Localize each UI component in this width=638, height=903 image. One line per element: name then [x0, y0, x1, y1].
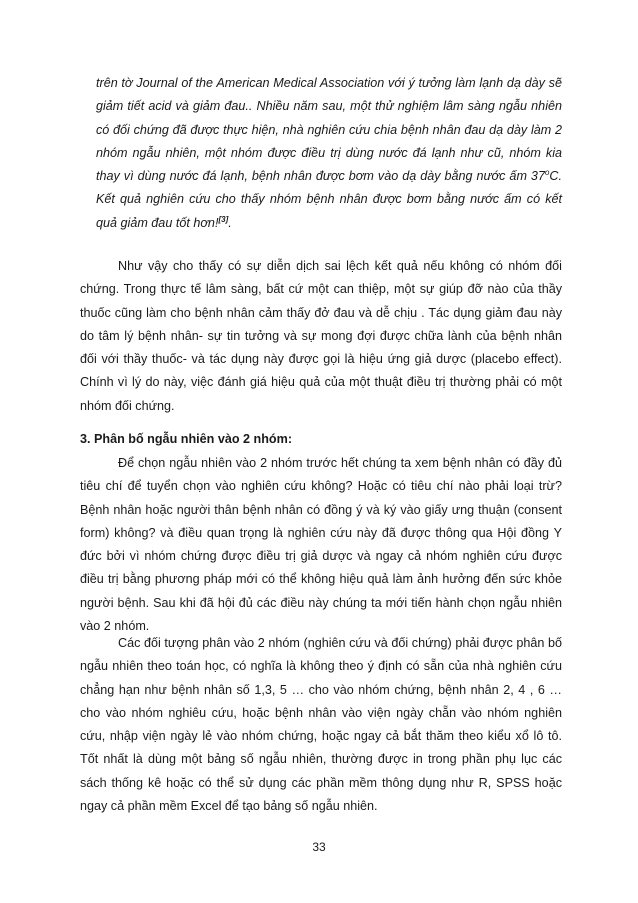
quote-end-punct: . [228, 215, 232, 230]
paragraph-randomization-criteria: Để chọn ngẫu nhiên vào 2 nhóm trước hết chúng ta xem bệnh nhân có đầy đủ tiêu chí để tuyển chọn vào nghiên cứu không? Hoặc có tiêu chí nào phải loại trừ? Bệnh nhân hoặc người thân bệnh nhân có đồng ý và ký vào giấy ưng thuận (consent form) không? và điều quan trọng là nghiên cứu này đã được thông qua Hội đồng Y đức bởi vì nhóm chứng được điều trị giả dược và ngay cả nhóm nghiên cứu được điều trị bằng phương pháp mới có thể không hiệu quả làm ảnh hưởng đến sức khỏe người bệnh. Sau khi đã hội đủ các điều này chúng ta mới tiến hành chọn ngẫu nhiên vào 2 nhóm. [80, 456, 562, 634]
quote-text-part1: trên tờ Journal of the American Medical Association với ý tưởng làm lạnh dạ dày sẽ giảm tiết acid và giảm đau.. Nhiều năm sau, một thử nghiệm lâm sàng ngẫu nhiên có đối chứng đã được thực hiện, nhà nghiên cứu chia bệnh nhân đau dạ dày làm 2 nhóm ngẫu nhiên, một nhóm được điều trị dùng nước đá lạnh như cũ, nhóm kia thay vì dùng nước đá lạnh, bệnh nhân được bơm vào dạ dày bằng nước ấm 37 [96, 76, 562, 184]
paragraph-random-allocation: Các đối tượng phân vào 2 nhóm (nghiên cứu và đối chứng) phải được phân bố ngẫu nhiên theo toán học, có nghĩa là không theo ý định có sẵn của nhà nghiên cứu chẳng hạn như bệnh nhân số 1,3, 5 … cho vào nhóm chứng, bệnh nhân 2, 4 , 6 … cho vào nhóm nghiêu cứu, hoặc bệnh nhân vào viện ngày chẵn vào nhóm nghiên cứu, nhập viện ngày lẻ vào nhóm chứng, hoặc ngay cả bắt thăm theo kiểu xổ lô tô. Tốt nhất là dùng một bảng số ngẫu nhiên, thường được in trong phần phụ lục các sách thống kê hoặc có thể sử dụng các phần mềm thông dụng như R, SPSS hoặc ngay cả phần mềm Excel để tạo bảng số ngẫu nhiên. [80, 636, 562, 814]
degree-superscript: o [544, 168, 550, 178]
page-number: 33 [312, 840, 326, 854]
reference-citation: [3] [218, 214, 229, 224]
section-heading: 3. Phân bố ngẫu nhiên vào 2 nhóm: [80, 432, 293, 446]
quoted-paragraph [96, 72, 562, 235]
paragraph-control-group: Như vậy cho thấy có sự diễn dịch sai lệch kết quả nếu không có nhóm đối chứng. Trong thực tế lâm sàng, bất cứ một can thiệp, một sự giúp đỡ nào của thầy thuốc cũng làm cho bệnh nhân cảm thấy đở đau và dễ chịu . Tác dụng giảm đau này do tâm lý bệnh nhân- sự tin tưởng và sự mong đợi được chữa lành của bệnh nhân đối với thầy thuốc- và tác dụng này được gọi là hiệu ứng giả dược (placebo effect). Chính vì lý do này, việc đánh giá hiệu quả của một thuật điều trị thường phải có một nhóm đối chứng. [80, 259, 562, 413]
quote-text-part2: C. Kết quả nghiên cứu cho thấy nhóm bệnh nhân được bơm bằng nước ấm có kết quả giảm đau tốt hơn! [96, 169, 562, 230]
